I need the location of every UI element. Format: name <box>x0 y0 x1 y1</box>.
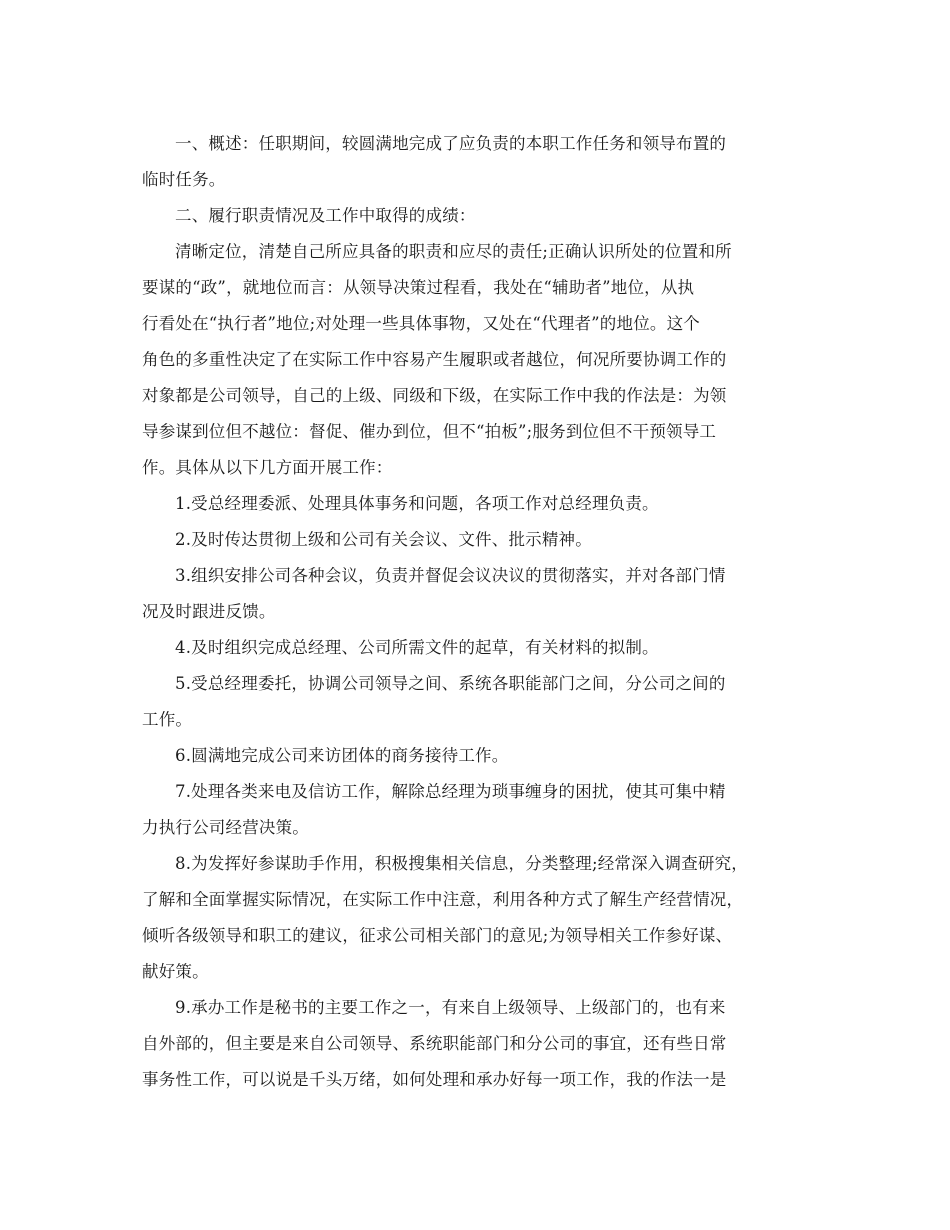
list-item-continuation: 献好策。 <box>142 962 209 981</box>
paragraph-line: 导参谋到位但不越位：督促、催办到位，但不“拍板”;服务到位但不干预领导工 <box>142 422 717 441</box>
document-body <box>142 126 814 1098</box>
section-heading: 二、履行职责情况及工作中取得的成绩： <box>175 206 476 225</box>
paragraph-line: 一、概述：任职期间，较圆满地完成了应负责的本职工作任务和领导布置的 <box>175 134 727 153</box>
paragraph-line: 行看处在“执行者”地位;对处理一些具体事物，又处在“代理者”的地位。这个 <box>142 314 701 333</box>
paragraph-line: 作。具体从以下几方面开展工作： <box>142 458 393 477</box>
list-item-continuation: 工作。 <box>142 710 193 729</box>
list-item: 2.及时传达贯彻上级和公司有关会议、文件、批示精神。 <box>175 530 592 549</box>
list-item: 7.处理各类来电及信访工作，解除总经理为琐事缠身的困扰，使其可集中精 <box>175 782 726 801</box>
list-item: 5.受总经理委托，协调公司领导之间、系统各职能部门之间，分公司之间的 <box>175 674 726 693</box>
list-item: 6.圆满地完成公司来访团体的商务接待工作。 <box>175 746 509 765</box>
list-item: 4.及时组织完成总经理、公司所需文件的起草，有关材料的拟制。 <box>175 638 659 657</box>
list-item: 9.承办工作是秘书的主要工作之一，有来自上级领导、上级部门的，也有来 <box>175 998 726 1017</box>
list-item: 8.为发挥好参谋助手作用，积极搜集相关信息，分类整理;经常深入调查研究， <box>175 854 749 873</box>
paragraph-line: 对象都是公司领导，自己的上级、同级和下级，在实际工作中我的作法是：为领 <box>142 386 727 405</box>
list-item-continuation: 自外部的，但主要是来自公司领导、系统职能部门和分公司的事宜，还有些日常 <box>142 1034 727 1053</box>
paragraph-line: 临时任务。 <box>142 170 226 189</box>
list-item-continuation: 力执行公司经营决策。 <box>142 818 309 837</box>
list-item-continuation: 况及时跟进反馈。 <box>142 602 276 621</box>
list-item: 3.组织安排公司各种会议，负责并督促会议决议的贯彻落实，并对各部门情 <box>175 566 726 585</box>
list-item: 1.受总经理委派、处理具体事务和问题，各项工作对总经理负责。 <box>175 494 659 513</box>
paragraph-line: 清晰定位，清楚自己所应具备的职责和应尽的责任;正确认识所处的位置和所 <box>175 242 732 261</box>
paragraph-line: 角色的多重性决定了在实际工作中容易产生履职或者越位，何况所要协调工作的 <box>142 350 727 369</box>
list-item-continuation: 了解和全面掌握实际情况，在实际工作中注意，利用各种方式了解生产经营情况， <box>142 890 744 909</box>
list-item-continuation: 事务性工作，可以说是千头万绪，如何处理和承办好每一项工作，我的作法一是 <box>142 1070 727 1089</box>
paragraph-line: 要谋的“政”，就地位而言：从领导决策过程看，我处在“辅助者”地位，从执 <box>142 278 695 297</box>
list-item-continuation: 倾听各级领导和职工的建议，征求公司相关部门的意见;为领导相关工作参好谋、 <box>142 926 733 945</box>
